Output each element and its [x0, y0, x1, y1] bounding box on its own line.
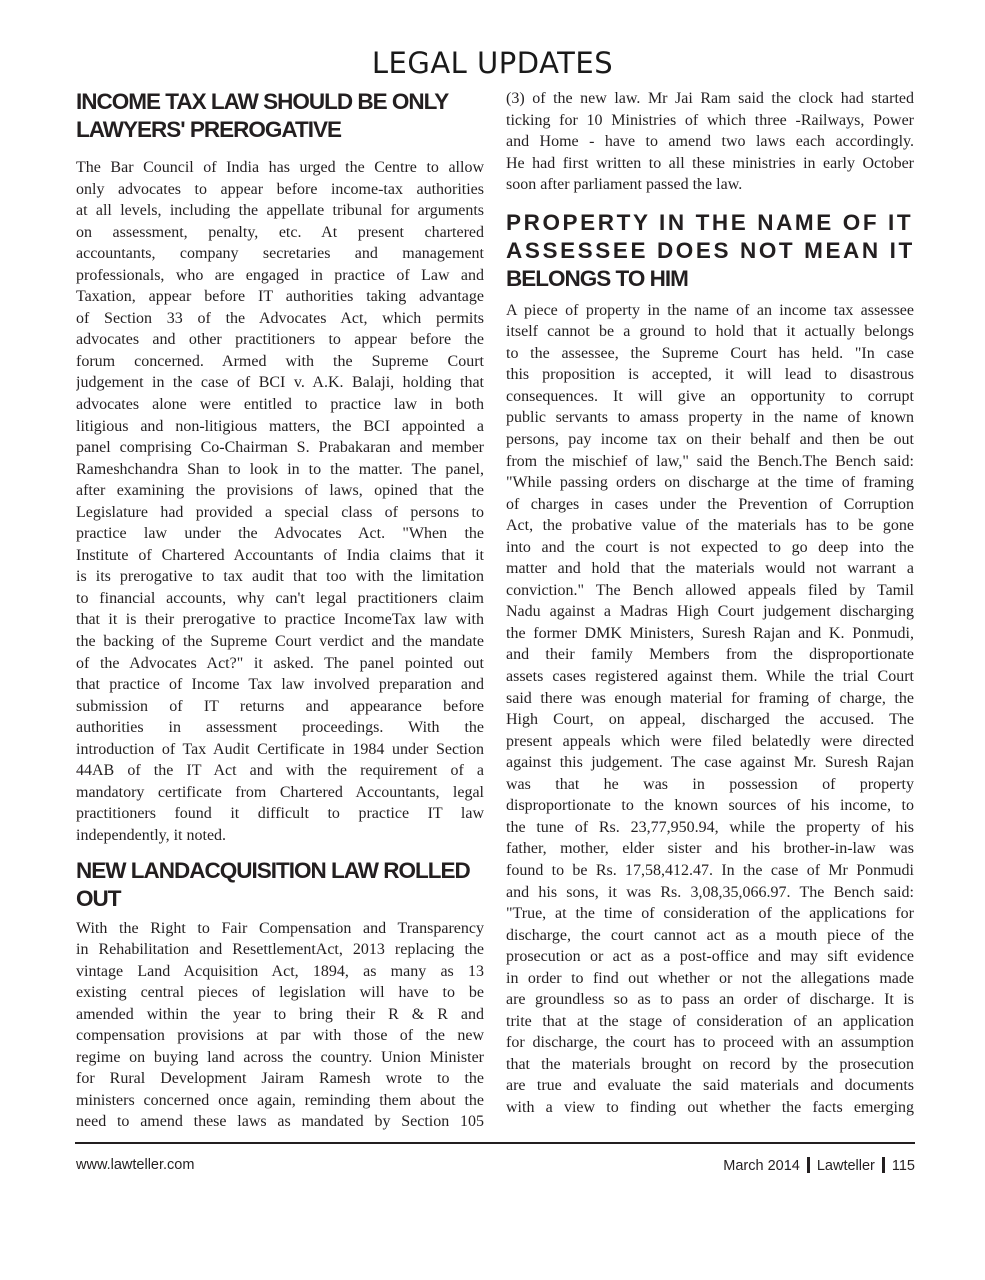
text-line: on assessment, penalty, etc. At present chartered [76, 223, 484, 241]
separator [882, 1157, 885, 1173]
text-line: for Rural Development Jairam Ramesh wrote to the [76, 1070, 484, 1088]
text-line: "While passing orders on discharge at the time of framing [506, 474, 914, 492]
text-line: of the Advocates Act?" it asked. The panel pointed out [76, 654, 484, 672]
text-line: is its prerogative to tax audit that too with the limitation [76, 568, 484, 586]
footer-publication: Lawteller [816, 1158, 875, 1174]
article-body-continued [506, 88, 914, 196]
text-line: into and the court is not expected to go deep into the [506, 538, 914, 556]
separator [807, 1157, 810, 1173]
text-line: to the assessee, the Supreme Court has held. "In case [506, 344, 914, 362]
article-heading [76, 857, 484, 913]
text-line: for discharge, the court has to proceed with an assumption [506, 1034, 914, 1052]
text-line: from the mischief of law," said the Bench.The Bench said: [506, 452, 914, 470]
text-line: PROPERTY IN THE NAME OF IT [506, 209, 914, 235]
text-line: vintage Land Acquisition Act, 1894, as many as 13 [76, 962, 484, 980]
text-line: panel comprising Co-Chairman S. Prabakaran and member [76, 439, 484, 457]
text-line: the tune of Rs. 23,77,950.94, while the property of his [506, 818, 914, 836]
text-line: itself cannot be a ground to hold that it actually belongs [506, 323, 914, 341]
text-line: and his sons, it was Rs. 3,08,35,066.97. The Bench said: [506, 883, 914, 901]
text-line: father, mother, elder sister and his brother-in-law was [506, 840, 914, 858]
text-line: that the materials brought on record by the prosecution [506, 1055, 914, 1073]
text-line: submission of IT returns and appearance before [76, 697, 484, 715]
text-line: against this judgement. The case against Mr. Suresh Rajan [506, 754, 914, 772]
text-line: in order to find out whether or not the allegations made [506, 969, 914, 987]
text-line: and their family Members from the disproportionate [506, 646, 914, 664]
left-column [76, 88, 484, 1133]
text-line: with a view to finding out whether the facts emerging [506, 1098, 914, 1116]
text-line: A piece of property in the name of an income tax assessee [506, 301, 914, 319]
text-line: prosecution or act as a post-office and may sift evidence [506, 948, 914, 966]
text-line: regime on buying land across the country. Union Minister [76, 1048, 484, 1066]
text-line: professionals, who are engaged in practice of Law and [76, 266, 484, 284]
text-line: compensation provisions at par with those of the new [76, 1027, 484, 1045]
text-line: found to be Rs. 17,58,412.47. In the case of Mr Ponmudi [506, 861, 914, 879]
text-line: The Bar Council of India has urged the Centre to allow [76, 159, 484, 176]
page-number: 115 [891, 1158, 915, 1174]
footer-issue: March 2014 [723, 1158, 800, 1174]
footer-divider [75, 1142, 915, 1144]
text-line: advocates alone were entitled to practice law in both [76, 396, 484, 414]
article-body [76, 157, 484, 847]
text-line: at all levels, including the appellate tribunal for arguments [76, 202, 484, 220]
text-line: amended within the year to bring their R & R and [76, 1005, 484, 1023]
text-line: judgement in the case of BCI v. A.K. Balaji, holding that [76, 374, 484, 392]
text-line: disproportionate to the known sources of his income, to [506, 797, 914, 815]
text-line: Institute of Chartered Accountants of India claims that it [76, 546, 484, 564]
text-line: was that he was in possession of property [506, 775, 914, 793]
section-title: LEGAL UPDATES [371, 46, 614, 80]
text-line: present appeals which were filed belatedly were directed [506, 732, 914, 750]
text-line: said there was enough material for framing of charge, the [506, 689, 914, 707]
text-line: Legislature had provided a special class of persons to [76, 503, 484, 521]
text-line: LAWYERS' PREROGATIVE [76, 117, 341, 142]
text-line: persons, pay income tax on their behalf and then be out [506, 431, 914, 449]
text-line: Taxation, appear before IT authorities taking advantage [76, 288, 484, 306]
text-line: consequences. It will give an opportunity to corrupt [506, 387, 914, 405]
text-line: of charges in cases under the Prevention of Corruption [506, 495, 914, 513]
text-line: Act, the probative value of the materials has to be gone [506, 517, 914, 535]
text-line: ministers concerned once again, reminding them about the [76, 1091, 484, 1109]
text-line: in Rehabilitation and ResettlementAct, 2013 replacing the [76, 941, 484, 959]
footer-info [723, 1157, 915, 1174]
text-line: He had first written to all these ministries in early October [506, 154, 914, 172]
text-line: existing central pieces of legislation will have to be [76, 984, 484, 1002]
text-line: mandatory certificate from Chartered Accountants, legal [76, 783, 484, 801]
text-line: introduction of Tax Audit Certificate in 1984 under Section [76, 740, 484, 758]
text-line: that practice of Income Tax law involved preparation and [76, 676, 484, 694]
footer-website[interactable]: www.lawteller.com [76, 1157, 195, 1173]
text-line: trite that at the stage of consideration of an application [506, 1012, 914, 1030]
text-line: the backing of the Supreme Court verdict and the mandate [76, 633, 484, 651]
text-line: this proposition is accepted, it will lead to disastrous [506, 366, 914, 384]
text-line: forum concerned. Armed with the Supreme Court [76, 352, 484, 370]
text-line: and Home - have to amend two laws each accordingly. [506, 133, 914, 151]
text-line: ticking for 10 Ministries of which three -Railways, Power [506, 111, 914, 129]
article-body [76, 918, 484, 1133]
text-line: INCOME TAX LAW SHOULD BE ONLY [76, 89, 449, 114]
text-line: Nadu against a Madras High Court judgement discharging [506, 603, 914, 621]
text-line: practice law under the Advocates Act. "When the [76, 525, 484, 543]
text-line: BELONGS TO HIM [506, 265, 688, 291]
text-line: accountants, company secretaries and management [76, 245, 484, 263]
text-line: With the Right to Fair Compensation and Transparency [76, 919, 484, 937]
text-line: High Court, on appeal, discharged the accused. The [506, 711, 914, 729]
text-line: assets cases registered against them. While the trial Court [506, 668, 914, 686]
text-line: to financial accounts, why can't legal practitioners claim [76, 589, 484, 607]
text-line: practitioners found it difficult to practice IT law [76, 805, 484, 823]
text-line: public servants to amass property in the name of known [506, 409, 914, 427]
text-line: OUT [76, 885, 121, 911]
text-line: after examining the provisions of laws, opined that the [76, 482, 484, 500]
right-column [506, 88, 914, 1119]
text-line: discharge, the court cannot act as a mouth piece of the [506, 926, 914, 944]
text-line: soon after parliament passed the law. [506, 176, 743, 194]
text-line: independently, it noted. [76, 826, 227, 844]
text-line: are true and evaluate the said materials and documents [506, 1077, 914, 1095]
text-line: conviction." The Bench allowed appeals filed by Tamil [506, 581, 914, 599]
text-line: only advocates to appear before income-tax authorities [76, 180, 484, 198]
text-line: litigious and non-litigious matters, the BCI appointed a [76, 417, 484, 435]
text-line: Rameshchandra Shan to look in to the matter. The panel, [76, 460, 484, 478]
text-line: (3) of the new law. Mr Jai Ram said the clock had started [506, 90, 914, 107]
text-line: 44AB of the IT Act and with the requirement of a [76, 762, 484, 780]
text-line: advocates and other practitioners to appear before the [76, 331, 484, 349]
text-line: matter and hold that the materials would not warrant a [506, 560, 914, 578]
article-heading [76, 88, 484, 144]
text-line: NEW LANDACQUISITION LAW ROLLED [76, 857, 470, 883]
text-line: are groundless so as to pass an order of discharge. It is [506, 991, 914, 1009]
text-line: authorities in assessment proceedings. With the [76, 719, 484, 737]
article-heading [506, 209, 914, 293]
text-line: of Section 33 of the Advocates Act, which permits [76, 309, 484, 327]
text-line: the former DMK Ministers, Suresh Rajan and K. Ponmudi, [506, 624, 914, 642]
article-body [506, 300, 914, 1119]
text-line: "True, at the time of consideration of the applications for [506, 905, 914, 923]
text-line: need to amend these laws as mandated by Section 105 [76, 1113, 484, 1131]
text-line: that it is their prerogative to practice IncomeTax law with [76, 611, 484, 629]
text-line: ASSESSEE DOES NOT MEAN IT [506, 237, 915, 263]
